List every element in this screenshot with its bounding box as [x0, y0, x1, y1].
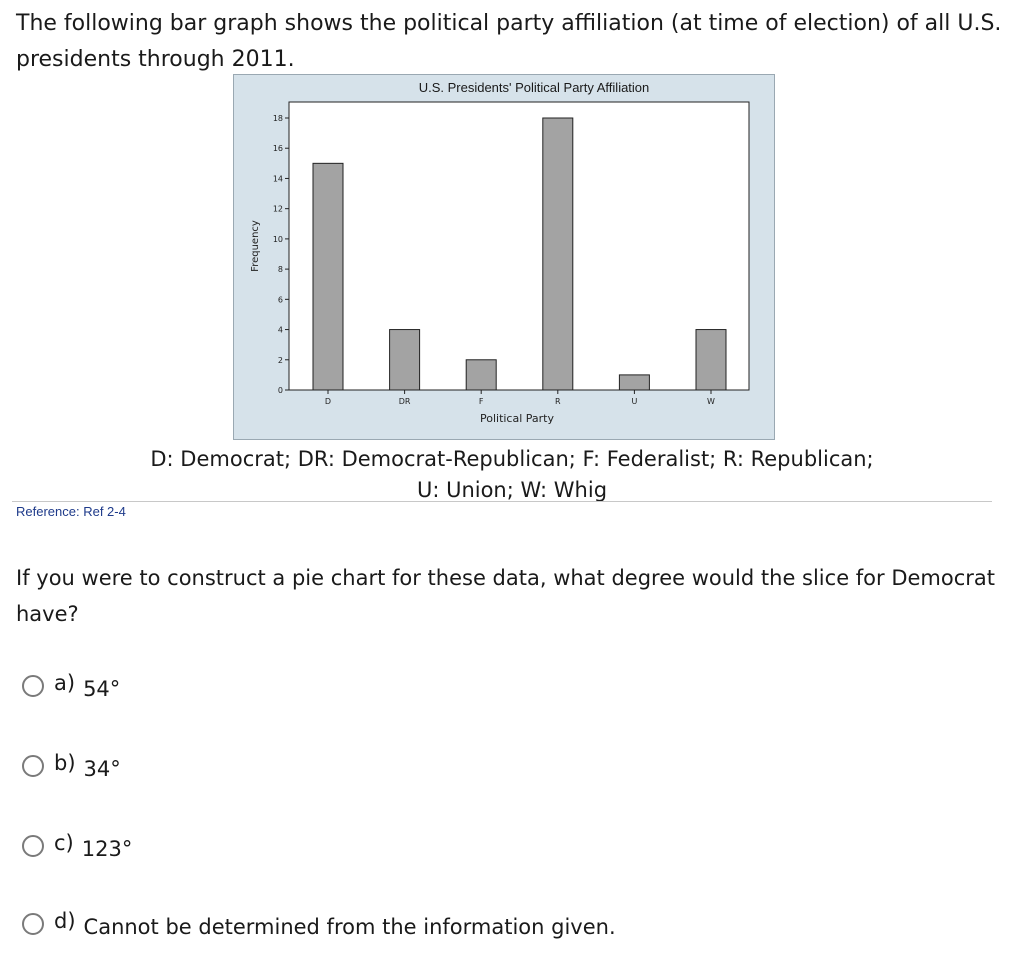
legend-line-2: U: Union; W: Whig [416, 478, 608, 502]
option-letter: b) [54, 751, 76, 775]
bar-dr [390, 330, 420, 390]
radio-option-a[interactable] [22, 675, 44, 697]
bar-r [543, 118, 573, 390]
option-a[interactable] [22, 671, 121, 701]
x-tick-label: DR [398, 397, 411, 406]
y-tick-label: 16 [272, 144, 283, 154]
question-intro: The following bar graph shows the political party affiliation (at time of election) of all U.S. presidents through 2011. [16, 11, 1002, 72]
y-tick-label: 18 [272, 114, 283, 123]
reference-label: Reference: Ref 2-4 [16, 504, 126, 519]
question-text: If you were to construct a pie chart for these data, what degree would the slice for Democrat have? [16, 566, 996, 626]
option-b[interactable] [22, 751, 121, 781]
x-tick-label: D [324, 397, 332, 406]
x-tick-label: F [478, 397, 484, 406]
y-tick-label: 6 [277, 295, 283, 305]
radio-option-d[interactable] [22, 913, 44, 935]
option-text: Cannot be determined from the information given. [83, 915, 616, 939]
option-c[interactable] [22, 831, 133, 861]
y-tick-label: 8 [277, 265, 283, 275]
x-tick-label: W [707, 397, 715, 406]
y-tick-label: 4 [277, 325, 283, 335]
y-tick-label: 10 [272, 234, 283, 244]
option-letter: a) [54, 671, 76, 695]
radio-option-b[interactable] [22, 755, 44, 777]
bar-d [313, 163, 343, 390]
x-axis-label: Political Party [479, 412, 555, 425]
option-letter: c) [54, 831, 74, 855]
y-tick-label: 0 [277, 386, 283, 395]
option-text: 34° [83, 757, 121, 781]
y-tick-label: 14 [272, 174, 283, 184]
bar-f [466, 360, 496, 390]
party-legend [0, 444, 1024, 506]
x-tick-label: R [555, 397, 561, 406]
y-tick-label: 12 [272, 204, 283, 214]
radio-option-c[interactable] [22, 835, 44, 857]
y-tick-label: 2 [277, 355, 283, 365]
option-text: 54° [83, 677, 121, 701]
bar-chart [234, 75, 774, 439]
bar-u [619, 375, 649, 390]
x-tick-label: U [631, 397, 638, 406]
plot-area [289, 102, 749, 390]
bar-w [696, 330, 726, 390]
chart-title: U.S. Presidents' Political Party Affiliation [418, 80, 650, 95]
y-axis-label: Frequency [250, 220, 261, 272]
option-text: 123° [81, 837, 133, 861]
bar-chart-figure [233, 74, 775, 440]
option-d[interactable] [22, 909, 616, 939]
option-letter: d) [54, 909, 76, 933]
legend-line-1: D: Democrat; DR: Democrat-Republican; F: Federalist; R: Republican; [150, 447, 874, 471]
divider [12, 501, 992, 502]
